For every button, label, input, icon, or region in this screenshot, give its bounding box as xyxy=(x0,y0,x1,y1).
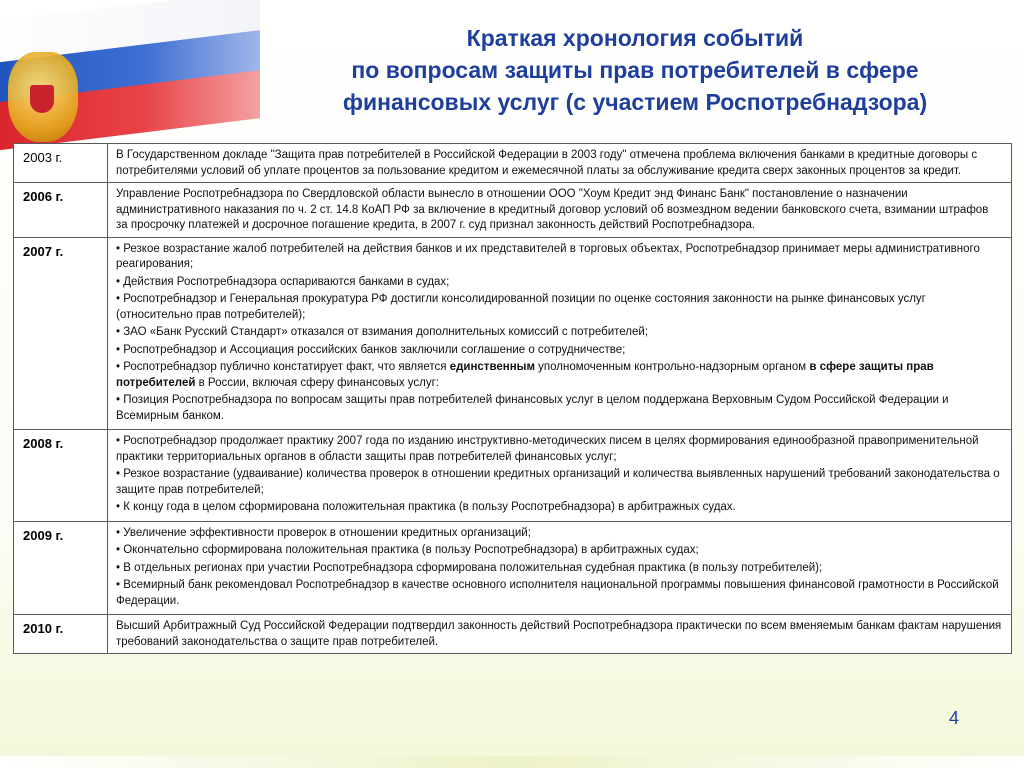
year-cell: 2007 г. xyxy=(14,237,108,430)
russian-flag-decoration xyxy=(0,0,260,150)
title-line-1: Краткая хронология событий xyxy=(466,25,804,51)
list-item xyxy=(116,360,1003,391)
table-row xyxy=(14,430,1012,522)
title-line-3: финансовых услуг (с участием Роспотребнадзора) xyxy=(342,89,928,115)
event-list xyxy=(108,521,1012,615)
year-cell: 2006 г. xyxy=(14,183,108,238)
table-row xyxy=(14,237,1012,430)
year-cell: 2010 г. xyxy=(14,615,108,654)
list-item: • К концу года в целом сформирована положительная практика (в пользу Роспотребнадзора) в арбитражных судах. xyxy=(116,501,736,513)
table-row xyxy=(14,144,1012,183)
list-item-text: уполномоченным контрольно-надзорным органом xyxy=(534,361,810,373)
table-row xyxy=(14,521,1012,615)
page-number: 4 xyxy=(949,708,960,728)
list-item: • Резкое возрастание (удваивание) количества проверок в отношении кредитных организаций и количества выявленных нарушений требований законодательства о защите прав потребителей; xyxy=(116,468,1000,496)
slide-title xyxy=(250,22,1020,118)
chronology-table xyxy=(13,143,1012,654)
list-item: • ЗАО «Банк Русский Стандарт» отказался от взимания дополнительных комиссий с потребителей; xyxy=(116,326,649,338)
table-row xyxy=(14,183,1012,238)
list-item-emphasis: единственным xyxy=(449,361,535,373)
event-list xyxy=(108,237,1012,430)
list-item: • Увеличение эффективности проверок в отношении кредитных организаций; xyxy=(116,526,531,539)
event-list xyxy=(108,430,1012,522)
event-description: Высший Арбитражный Суд Российской Федерации подтвердил законность действий Роспотребнадзора практически по всем вменяемым банкам фактам нарушения требований законодательства о защите прав потребителей. xyxy=(108,615,1012,654)
list-item: • Резкое возрастание жалоб потребителей на действия банков и их представителей в торговых объектах, Роспотребнадзор принимает меры административного реагирования; xyxy=(116,242,980,270)
year-cell: 2009 г. xyxy=(14,521,108,615)
list-item-emphasis: в сфере защиты прав потребителей xyxy=(116,361,934,389)
event-description: В Государственном докладе "Защита прав потребителей в Российской Федерации в 2003 году" отмечена проблема включения банками в кредитные договоры с потребителями условий об уплате процентов за пользование кредитом и ежемесячной платы за обслуживание кредита сверх законных процентов за кредит. xyxy=(108,144,1012,183)
list-item: • Позиция Роспотребнадзора по вопросам защиты прав потребителей финансовых услуг в целом поддержана Верховным Судом Российской Федерации и Всемирным банком. xyxy=(116,394,949,422)
year-cell: 2008 г. xyxy=(14,430,108,522)
list-item: • Окончательно сформирована положительная практика (в пользу Роспотребнадзора) в арбитражных судах; xyxy=(116,544,699,556)
title-line-2: по вопросам защиты прав потребителей в сфере xyxy=(351,57,919,83)
table-row xyxy=(14,615,1012,654)
list-item: • Роспотребнадзор и Генеральная прокуратура РФ достигли консолидированной позиции по оценке состояния законности на рынке финансовых услуг (относительно прав потребителей); xyxy=(116,293,926,321)
list-item: • Действия Роспотребнадзора оспариваются банками в судах; xyxy=(116,275,450,288)
list-item-text: • Роспотребнадзор публично констатирует факт, что является xyxy=(116,361,450,373)
list-item: • Роспотребнадзор и Ассоциация российских банков заключили соглашение о сотрудничестве; xyxy=(116,343,626,356)
year-cell: 2003 г. xyxy=(14,144,108,183)
list-item: • Всемирный банк рекомендовал Роспотребнадзор в качестве основного исполнителя национальной программы повышения финансовой грамотности в Российской Федерации. xyxy=(116,579,999,607)
event-description: Управление Роспотребнадзора по Свердловской области вынесло в отношении ООО "Хоум Кредит энд Финанс Банк" постановление о назначении административного наказания по ч. 2 ст. 14.8 КоАП РФ за включение в кредитный договор условий об возмездном ведении банковского счета, взимании штрафов за просрочку платежей и досрочное погашение кредита, в 2007 г. суд признал законность действий Роспотребнадзора. xyxy=(108,183,1012,238)
list-item: • Роспотребнадзор продолжает практику 2007 года по изданию инструктивно-методических писем в целях формирования единообразной правоприменительной практики территориальных органов в области защиты прав потребителей финансовых услуг; xyxy=(116,435,979,463)
emblem-shield-icon xyxy=(30,85,54,113)
list-item: • В отдельных регионах при участии Роспотребнадзора сформирована положительная судебная практика (в пользу потребителей); xyxy=(116,561,823,574)
footer-decoration xyxy=(0,756,1024,768)
list-item-text: в России, включая сферу финансовых услуг: xyxy=(195,376,439,389)
